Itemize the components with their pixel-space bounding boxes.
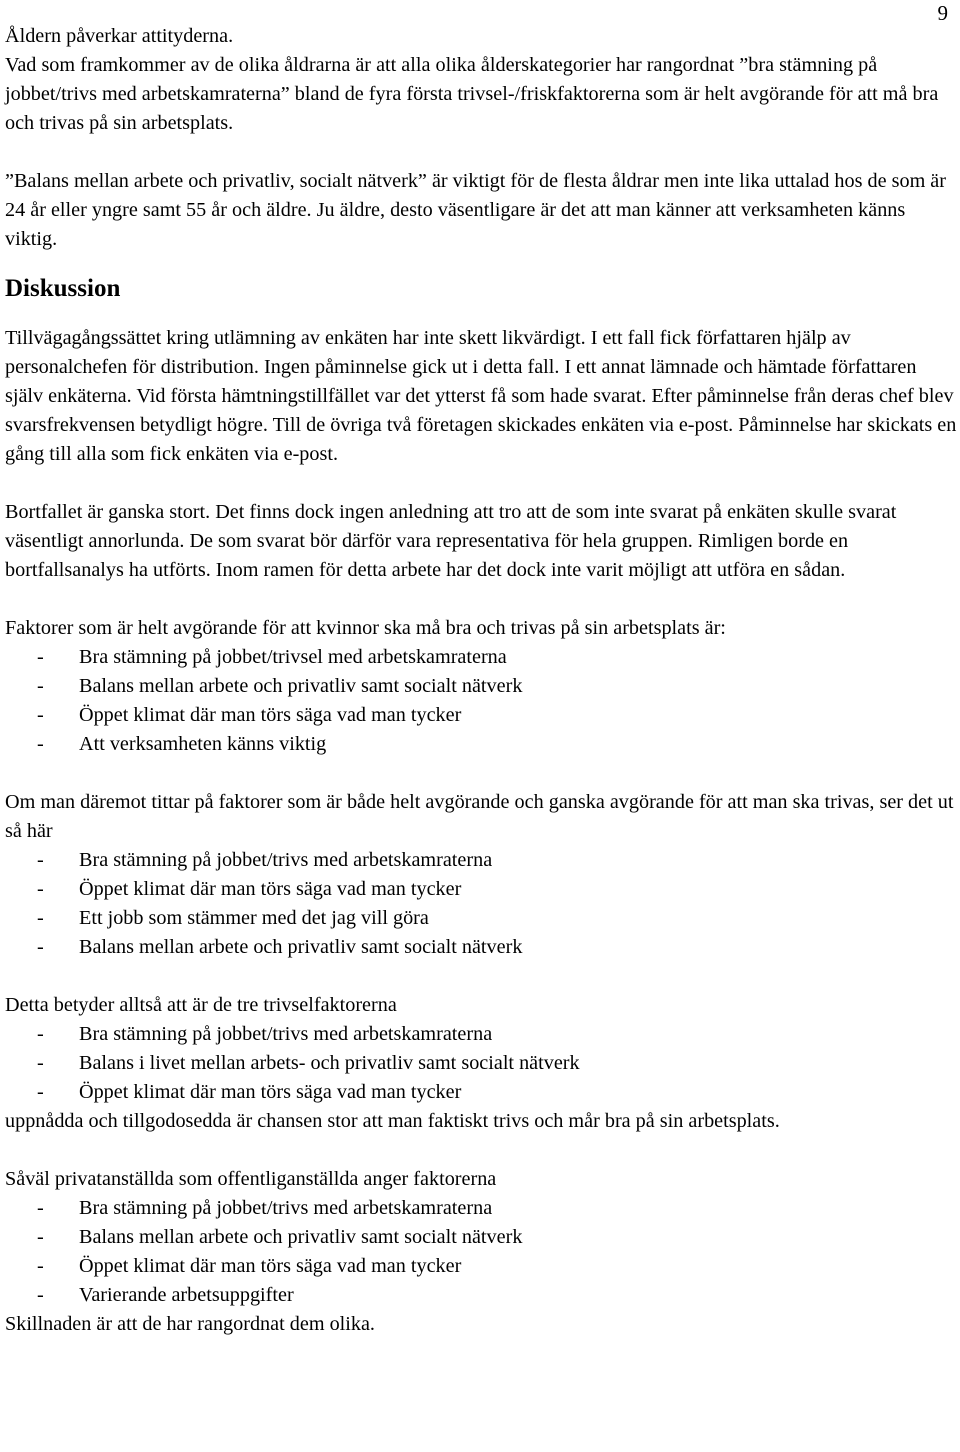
- list-item: [37, 701, 957, 730]
- dash-marker: -: [37, 936, 44, 958]
- discussion-paragraph-2: Bortfallet är ganska stort. Det finns dock ingen anledning att tro att de som inte svarat på enkäten skulle svarat väsentligt annorlunda. De som svarat bör därför vara representativa för hela gruppen. Rimligen borde en bortfallsanalys ha utförts. Inom ramen för detta arbete har det dock inte varit möjligt att utföra en sådan.: [5, 501, 897, 581]
- list-2: [5, 846, 957, 962]
- discussion-paragraph-1: Tillvägagångssättet kring utlämning av enkäten har inte skett likvärdigt. I ett fall fick författaren hjälp av personalchefen för distribution. Ingen påminnelse gick ut i detta fall. I ett annat lämnade och hämtade författaren själv enkäterna. Vid första hämtningstillfället var det ytterst få som hade svarat. Efter påminnelse från deras chef blev svarsfrekvensen betydligt högre. Till de övriga två företagen skickades enkäten via e-post. Påminnelse har skickats en gång till alla som fick enkäten via e-post.: [5, 327, 957, 465]
- dash-marker: -: [37, 704, 44, 726]
- dash-marker: -: [37, 1081, 44, 1103]
- dash-marker: -: [37, 646, 44, 668]
- intro-paragraph-2: ”Balans mellan arbete och privatliv, socialt nätverk” är viktigt för de flesta åldrar men inte lika uttalad hos de som är 24 år eller yngre samt 55 år och äldre. Ju äldre, desto väsentligare är det att man känner att verksamheten känns viktig.: [5, 170, 946, 250]
- dash-marker: -: [37, 878, 44, 900]
- list-item-text: Ett jobb som stämmer med det jag vill göra: [79, 907, 429, 929]
- dash-marker: -: [37, 1255, 44, 1277]
- list-item-text: Öppet klimat där man törs säga vad man tycker: [79, 704, 462, 726]
- list-item-text: Öppet klimat där man törs säga vad man tycker: [79, 1081, 462, 1103]
- list-item-text: Balans mellan arbete och privatliv samt socialt nätverk: [79, 936, 523, 958]
- list-item: [37, 643, 957, 672]
- list-item: [37, 1281, 957, 1310]
- dash-marker: -: [37, 1023, 44, 1045]
- list-item: [37, 904, 957, 933]
- list-3: [5, 1020, 957, 1107]
- page-content: [5, 22, 957, 1339]
- list-item-text: Balans mellan arbete och privatliv samt socialt nätverk: [79, 675, 523, 697]
- list-item: [37, 730, 957, 759]
- list-4-intro: Såväl privatanställda som offentliganställda anger faktorerna: [5, 1168, 497, 1190]
- list-item-text: Öppet klimat där man törs säga vad man tycker: [79, 1255, 462, 1277]
- dash-marker: -: [37, 1226, 44, 1248]
- list-4: [5, 1194, 957, 1310]
- dash-marker: -: [37, 1284, 44, 1306]
- list-item: [37, 875, 957, 904]
- list-item-text: Balans i livet mellan arbets- och privatliv samt socialt nätverk: [79, 1052, 580, 1074]
- list-1: [5, 643, 957, 759]
- intro-paragraph-1: Vad som framkommer av de olika åldrarna är att alla olika ålderskategorier har rangordnat ”bra stämning på jobbet/trivs med arbetskamraterna” bland de fyra första trivsel-/friskfaktorerna som är helt avgörande för att må bra och trivas på sin arbetsplats.: [5, 54, 939, 134]
- list-item-text: Balans mellan arbete och privatliv samt socialt nätverk: [79, 1226, 523, 1248]
- list-item-text: Bra stämning på jobbet/trivs med arbetskamraterna: [79, 1197, 493, 1219]
- dash-marker: -: [37, 907, 44, 929]
- list-item-text: Bra stämning på jobbet/trivs med arbetskamraterna: [79, 849, 493, 871]
- list-1-intro: Faktorer som är helt avgörande för att kvinnor ska må bra och trivas på sin arbetsplats är:: [5, 617, 726, 639]
- list-item: [37, 1223, 957, 1252]
- list-item: [37, 1020, 957, 1049]
- list-4-outro: Skillnaden är att de har rangordnat dem olika.: [5, 1313, 375, 1335]
- list-item: [37, 846, 957, 875]
- list-item-text: Bra stämning på jobbet/trivsel med arbetskamraterna: [79, 646, 507, 668]
- list-item-text: Bra stämning på jobbet/trivs med arbetskamraterna: [79, 1023, 493, 1045]
- list-item: [37, 1049, 957, 1078]
- list-item: [37, 1078, 957, 1107]
- list-item: [37, 1194, 957, 1223]
- list-item: [37, 933, 957, 962]
- page-number: 9: [937, 1, 948, 25]
- list-3-intro: Detta betyder alltså att är de tre trivselfaktorerna: [5, 994, 397, 1016]
- list-item-text: Varierande arbetsuppgifter: [79, 1284, 294, 1306]
- list-item: [37, 1252, 957, 1281]
- dash-marker: -: [37, 675, 44, 697]
- dash-marker: -: [37, 849, 44, 871]
- intro-line: Åldern påverkar attityderna.: [5, 25, 234, 47]
- list-item: [37, 672, 957, 701]
- list-3-outro: uppnådda och tillgodosedda är chansen stor att man faktiskt trivs och mår bra på sin arbetsplats.: [5, 1110, 780, 1132]
- section-heading: Diskussion: [5, 275, 121, 302]
- dash-marker: -: [37, 1052, 44, 1074]
- dash-marker: -: [37, 1197, 44, 1219]
- list-item-text: Att verksamheten känns viktig: [79, 733, 327, 755]
- list-item-text: Öppet klimat där man törs säga vad man tycker: [79, 878, 462, 900]
- dash-marker: -: [37, 733, 44, 755]
- list-2-intro: Om man däremot tittar på faktorer som är både helt avgörande och ganska avgörande för att man ska trivas, ser det ut så här: [5, 791, 954, 842]
